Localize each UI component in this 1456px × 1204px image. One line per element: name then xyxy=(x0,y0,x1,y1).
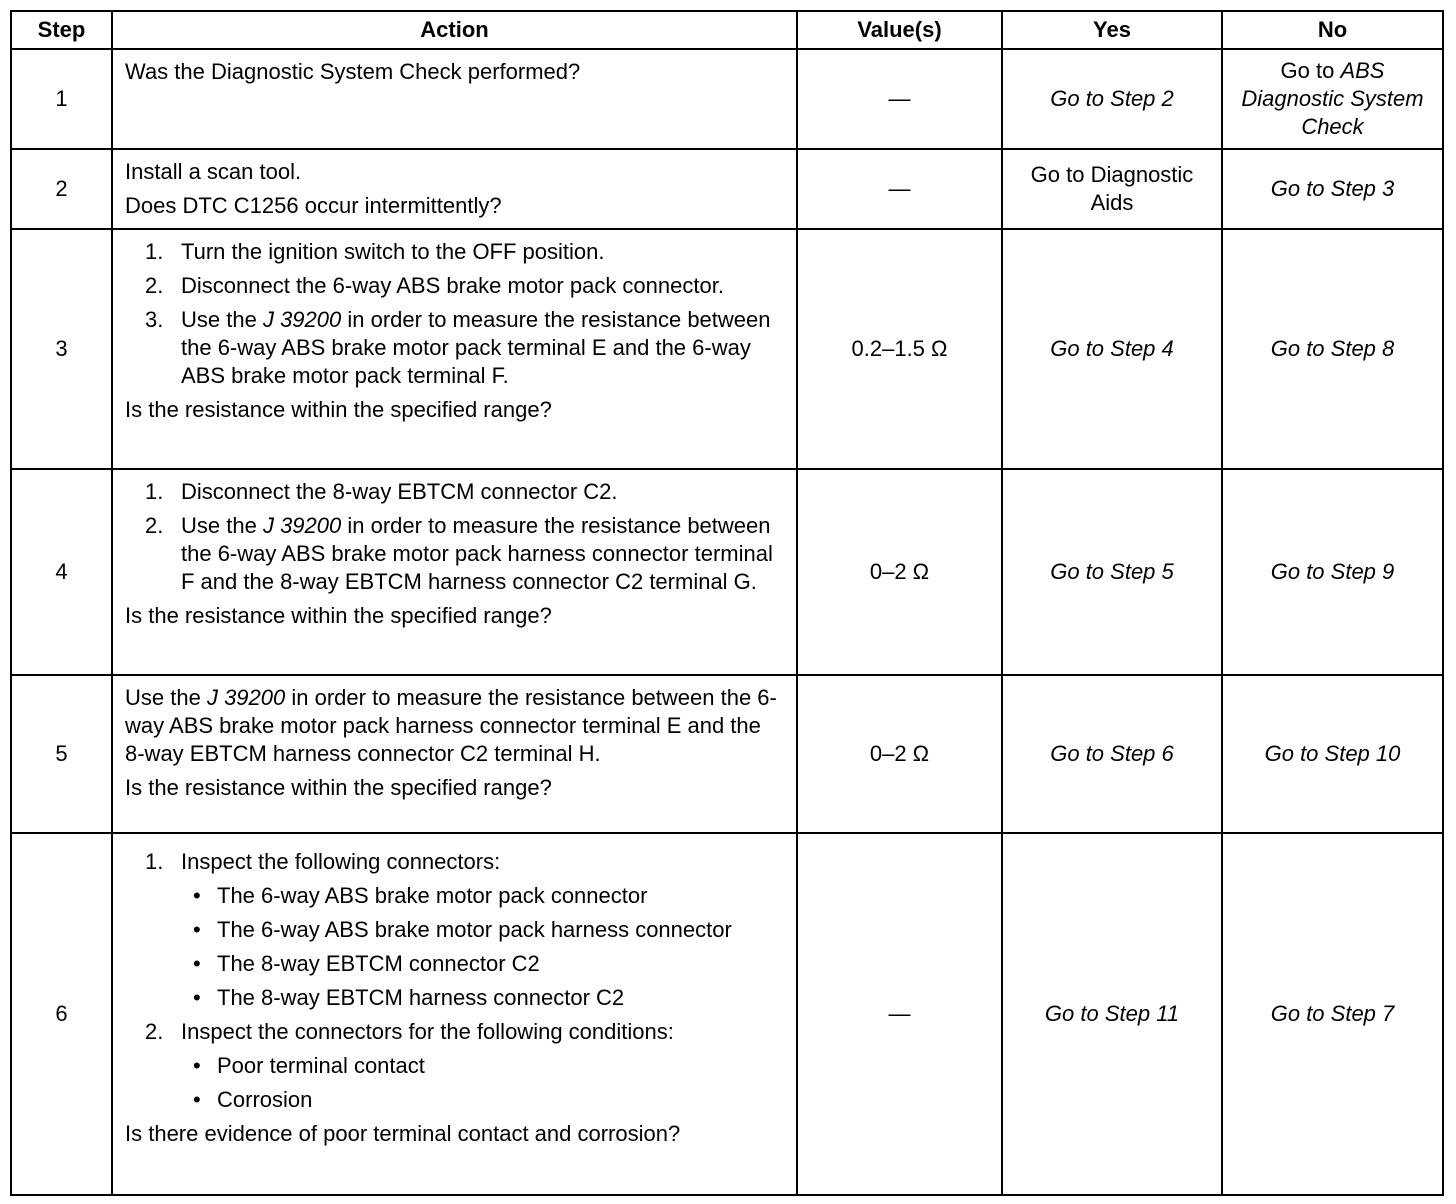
no-cell: Go to Step 9 xyxy=(1222,469,1443,675)
value-cell: 0–2 Ω xyxy=(797,675,1002,833)
step-number: 2 xyxy=(11,149,112,229)
bullet-list xyxy=(181,882,786,1012)
item-text-post: in order to measure the resistance between the 6-way ABS brake motor pack terminal E and the 6-way ABS brake motor pack terminal F. xyxy=(181,307,771,388)
item-text-pre: Use the xyxy=(181,307,257,332)
item-number: 2. xyxy=(145,1019,164,1044)
bullet-text: The 6-way ABS brake motor pack harness connector xyxy=(217,917,732,942)
item-text-pre: Use the xyxy=(181,513,257,538)
bullet-item xyxy=(181,984,786,1012)
list-item xyxy=(125,848,786,1012)
value-cell: — xyxy=(797,49,1002,149)
no-cell: Go to Step 7 xyxy=(1222,833,1443,1195)
bullet-icon: • xyxy=(193,1087,201,1112)
action-text: Was the Diagnostic System Check performed? xyxy=(125,59,581,84)
bullet-item xyxy=(181,950,786,978)
tool-name: J 39200 xyxy=(262,513,342,538)
diagnostic-table xyxy=(10,10,1444,1196)
item-number: 2. xyxy=(145,273,164,298)
bullet-item xyxy=(181,882,786,910)
action-list xyxy=(125,848,786,1114)
item-number: 3. xyxy=(145,307,164,332)
item-text: Disconnect the 6-way ABS brake motor pack connector. xyxy=(181,273,724,298)
tool-name: J 39200 xyxy=(262,307,342,332)
step-number: 1 xyxy=(11,49,112,149)
action-text xyxy=(125,684,786,768)
no-link-text: ABS Diagnostic System Check xyxy=(1241,58,1424,139)
bullet-icon: • xyxy=(193,985,201,1010)
action-cell xyxy=(112,49,797,149)
action-question: Is there evidence of poor terminal contact and corrosion? xyxy=(125,1121,681,1146)
header-action: Action xyxy=(112,11,797,49)
table-row xyxy=(11,149,1443,229)
yes-cell: Go to Diagnostic Aids xyxy=(1002,149,1222,229)
action-cell xyxy=(112,149,797,229)
no-cell xyxy=(1222,49,1443,149)
step-number: 3 xyxy=(11,229,112,469)
action-question: Is the resistance within the specified range? xyxy=(125,603,552,628)
list-item xyxy=(125,512,786,596)
item-number: 1. xyxy=(145,479,164,504)
bullet-item xyxy=(181,1086,786,1114)
value-cell: — xyxy=(797,833,1002,1195)
action-question: Does DTC C1256 occur intermittently? xyxy=(125,193,502,218)
item-number: 1. xyxy=(145,239,164,264)
bullet-text: The 8-way EBTCM harness connector C2 xyxy=(217,985,625,1010)
action-question: Is the resistance within the specified range? xyxy=(125,397,552,422)
bullet-icon: • xyxy=(193,951,201,976)
bullet-text: The 6-way ABS brake motor pack connector xyxy=(217,883,648,908)
step-number: 4 xyxy=(11,469,112,675)
step-number: 5 xyxy=(11,675,112,833)
action-question: Is the resistance within the specified range? xyxy=(125,775,552,800)
item-text: Turn the ignition switch to the OFF position. xyxy=(181,239,605,264)
action-text: Install a scan tool. xyxy=(125,159,302,184)
item-number: 2. xyxy=(145,513,164,538)
header-step: Step xyxy=(11,11,112,49)
value-cell: 0–2 Ω xyxy=(797,469,1002,675)
item-text-post: in order to measure the resistance between the 6-way ABS brake motor pack harness connector terminal F and the 8-way EBTCM harness connector C2 terminal G. xyxy=(181,513,773,594)
item-number: 1. xyxy=(145,849,164,874)
bullet-text: Poor terminal contact xyxy=(217,1053,425,1078)
no-cell: Go to Step 8 xyxy=(1222,229,1443,469)
list-item xyxy=(125,306,786,390)
tool-name: J 39200 xyxy=(206,685,286,710)
bullet-text: Corrosion xyxy=(217,1087,313,1112)
step-number: 6 xyxy=(11,833,112,1195)
no-cell: Go to Step 3 xyxy=(1222,149,1443,229)
action-cell xyxy=(112,469,797,675)
bullet-icon: • xyxy=(193,1053,201,1078)
no-cell: Go to Step 10 xyxy=(1222,675,1443,833)
table-row xyxy=(11,229,1443,469)
list-item xyxy=(125,478,786,506)
item-text: Inspect the connectors for the following conditions: xyxy=(181,1019,674,1044)
action-list xyxy=(125,238,786,390)
action-text-pre: Use the xyxy=(125,685,201,710)
header-values: Value(s) xyxy=(797,11,1002,49)
yes-cell: Go to Step 4 xyxy=(1002,229,1222,469)
bullet-icon: • xyxy=(193,917,201,942)
yes-cell: Go to Step 11 xyxy=(1002,833,1222,1195)
item-text: Disconnect the 8-way EBTCM connector C2. xyxy=(181,479,618,504)
action-cell xyxy=(112,675,797,833)
yes-cell: Go to Step 5 xyxy=(1002,469,1222,675)
header-row xyxy=(11,11,1443,49)
bullet-item xyxy=(181,916,786,944)
table-row xyxy=(11,49,1443,149)
value-cell: — xyxy=(797,149,1002,229)
bullet-text: The 8-way EBTCM connector C2 xyxy=(217,951,540,976)
value-cell: 0.2–1.5 Ω xyxy=(797,229,1002,469)
table-row xyxy=(11,469,1443,675)
table-row xyxy=(11,675,1443,833)
list-item xyxy=(125,238,786,266)
table-row xyxy=(11,833,1443,1195)
bullet-list xyxy=(181,1052,786,1114)
header-no: No xyxy=(1222,11,1443,49)
yes-cell: Go to Step 6 xyxy=(1002,675,1222,833)
action-list xyxy=(125,478,786,596)
header-yes: Yes xyxy=(1002,11,1222,49)
action-cell xyxy=(112,833,797,1195)
bullet-icon: • xyxy=(193,883,201,908)
item-text: Inspect the following connectors: xyxy=(181,849,501,874)
no-prefix: Go to xyxy=(1280,58,1335,83)
action-text-post: in order to measure the resistance between the 6-way ABS brake motor pack harness connector terminal E and the 8-way EBTCM harness connector C2 terminal H. xyxy=(125,685,777,766)
bullet-item xyxy=(181,1052,786,1080)
list-item xyxy=(125,1018,786,1114)
yes-cell: Go to Step 2 xyxy=(1002,49,1222,149)
action-cell xyxy=(112,229,797,469)
list-item xyxy=(125,272,786,300)
